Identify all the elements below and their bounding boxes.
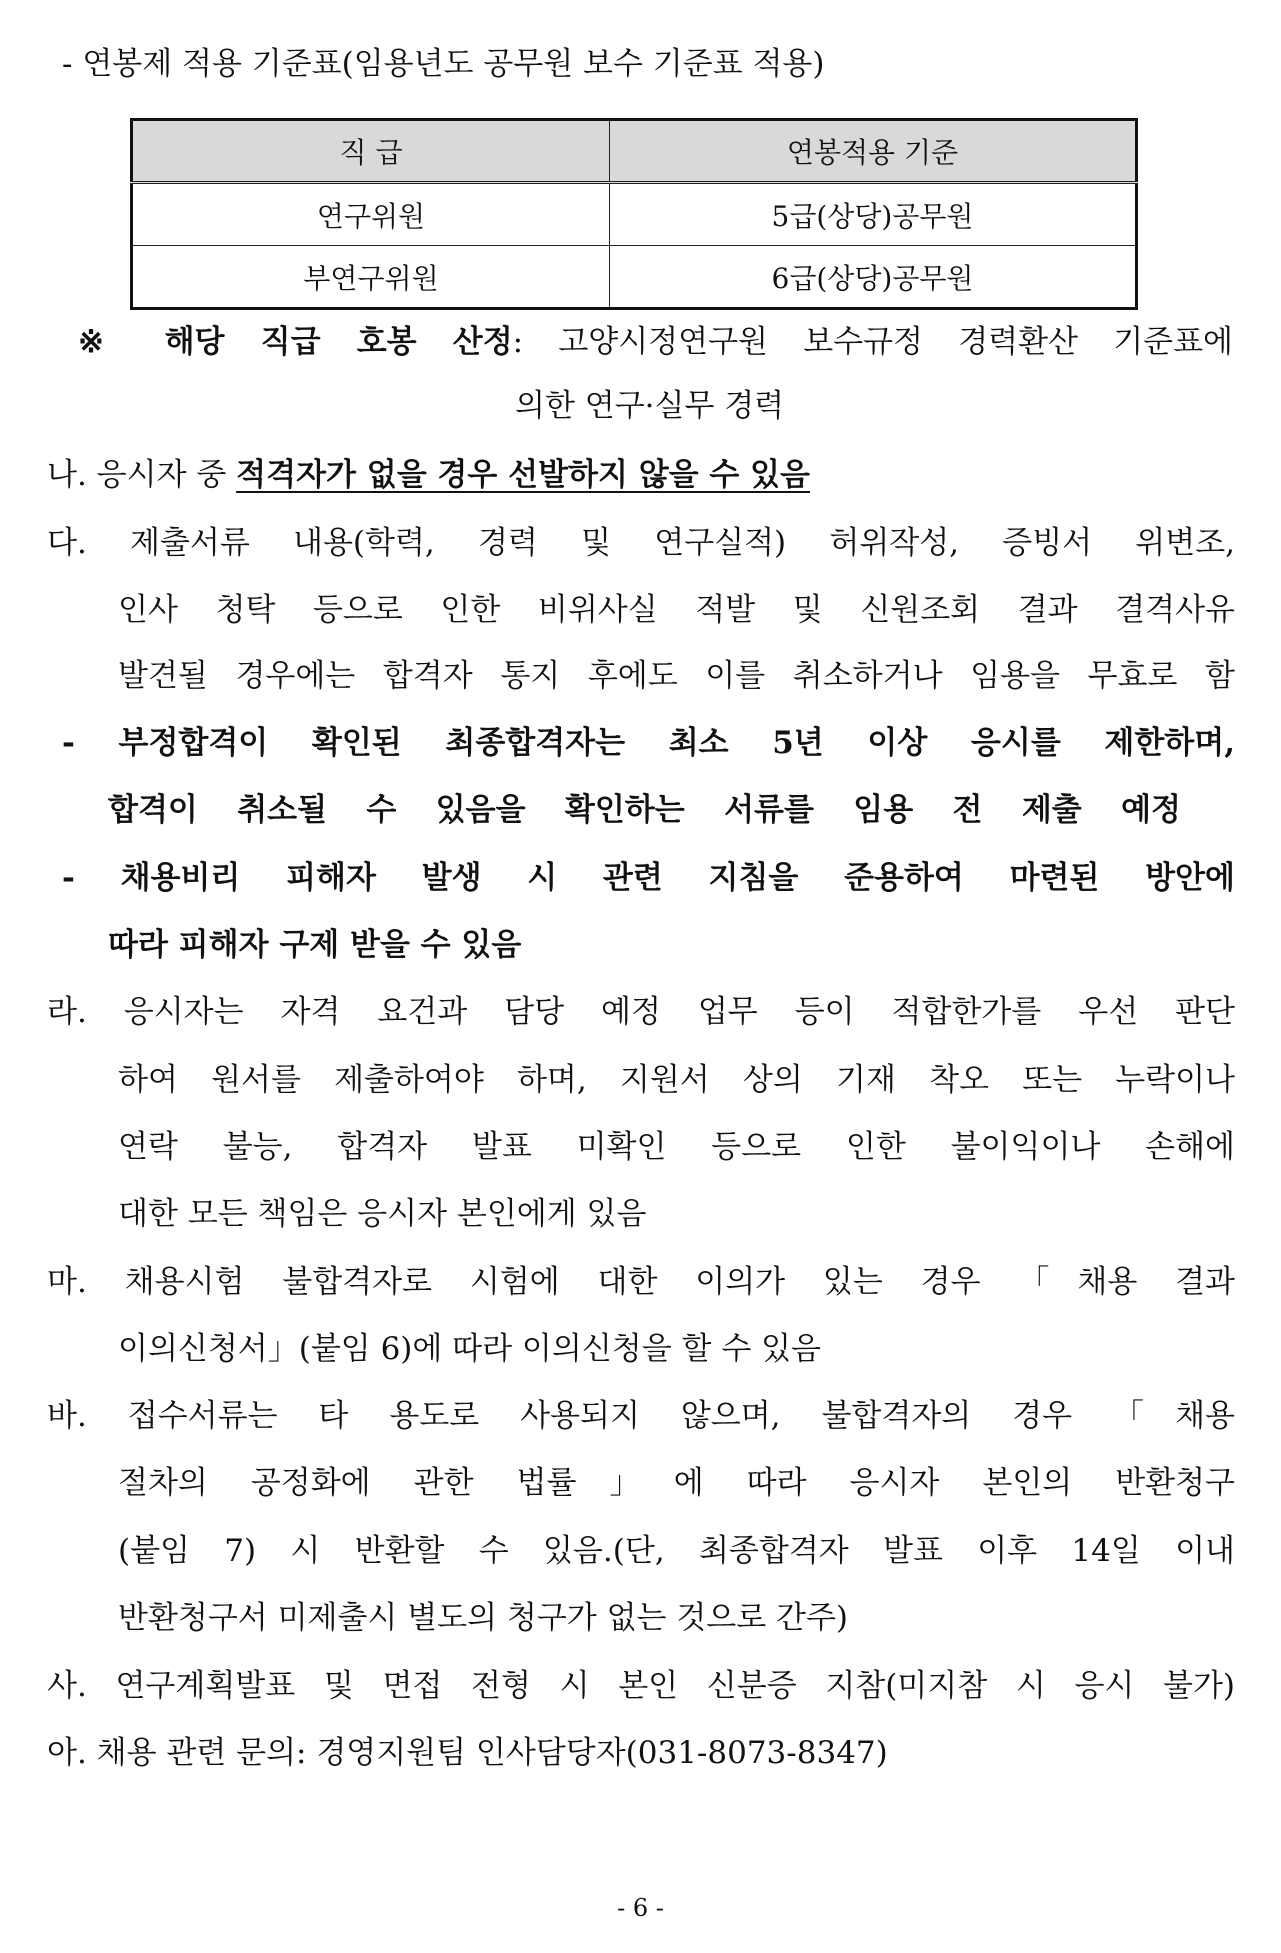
item-sa-line-1: 사. 연구계획발표 및 면접 전형 시 본인 신분증 지참(미지참 시 응시 불가) <box>47 1668 1236 1704</box>
item-da-line-1: 다. 제출서류 내용(학력, 경력 및 연구실적) 허위작성, 증빙서 위변조, <box>47 525 1235 561</box>
item-na-marker: 나. <box>47 457 87 493</box>
table-row <box>132 183 1137 246</box>
page-number: - 6 - <box>617 1894 664 1922</box>
table-cell-grade: 연구위원 <box>132 183 610 246</box>
item-ra-line-2: 하여 원서를 제출하여야 하며, 지원서 상의 기재 착오 또는 누락이나 <box>118 1062 1235 1098</box>
item-na-prefix: 응시자 중 <box>96 457 237 493</box>
note-text-1: : 고양시정연구원 보수규정 경력환산 기준표에 <box>512 324 1233 360</box>
table-header-grade: 직 급 <box>132 120 610 183</box>
note-line-1 <box>78 322 1233 362</box>
item-ba-line-4: 반환청구서 미제출시 별도의 청구가 없는 것으로 간주) <box>118 1600 849 1636</box>
table-row <box>132 246 1137 309</box>
item-ba-line-2: 절차의 공정화에 관한 법률」에 따라 응시자 본인의 반환청구 <box>118 1465 1235 1501</box>
item-ma-line-2: 이의신청서」(붙임 6)에 따라 이의신청을 할 수 있음 <box>118 1331 822 1367</box>
item-da-line-2: 인사 청탁 등으로 인한 비위사실 적발 및 신원조회 결과 결격사유 <box>118 592 1235 628</box>
table-cell-standard: 6급(상당)공무원 <box>610 246 1137 309</box>
item-da-line-3: 발견될 경우에는 합격자 통지 후에도 이를 취소하거나 임용을 무효로 함 <box>118 658 1235 694</box>
table-header-row <box>132 120 1137 183</box>
note-mark: ※ <box>78 324 130 360</box>
item-da-sub1-line-1: - 부정합격이 확인된 최종합격자는 최소 5년 이상 응시를 제한하며, <box>62 725 1235 761</box>
note-line-2: 의한 연구·실무 경력 <box>515 388 785 424</box>
item-ra-line-3: 연락 불능, 합격자 발표 미확인 등으로 인한 불이익이나 손해에 <box>118 1129 1235 1165</box>
table-header-standard: 연봉적용 기준 <box>610 120 1137 183</box>
item-ra-line-1: 라. 응시자는 자격 요건과 담당 예정 업무 등이 적합한가를 우선 판단 <box>47 994 1235 1030</box>
item-ba-line-1: 바. 접수서류는 타 용도로 사용되지 않으며, 불합격자의 경우 「채용 <box>47 1398 1235 1434</box>
item-da-sub1-line-2: 합격이 취소될 수 있음을 확인하는 서류를 임용 전 제출 예정 <box>108 792 1181 828</box>
item-na <box>47 455 810 495</box>
table-cell-standard: 5급(상당)공무원 <box>610 183 1137 246</box>
salary-standard-table <box>130 118 1138 310</box>
item-da-sub2-line-2: 따라 피해자 구제 받을 수 있음 <box>108 927 522 963</box>
item-ma-line-1: 마. 채용시험 불합격자로 시험에 대한 이의가 있는 경우 「채용 결과 <box>47 1264 1235 1300</box>
table-cell-grade: 부연구위원 <box>132 246 610 309</box>
salary-table-heading: - 연봉제 적용 기준표(임용년도 공무원 보수 기준표 적용) <box>62 46 825 82</box>
item-da-sub2-line-1: - 채용비리 피해자 발생 시 관련 지침을 준용하여 마련된 방안에 <box>62 860 1235 896</box>
note-label: 해당 직급 호봉 산정 <box>164 324 513 360</box>
item-ba-line-3: (붙임 7) 시 반환할 수 있음.(단, 최종합격자 발표 이후 14일 이내 <box>118 1533 1235 1569</box>
item-a-line-1: 아. 채용 관련 문의: 경영지원팀 인사담당자(031-8073-8347) <box>47 1735 888 1771</box>
item-na-underlined: 적격자가 없을 경우 선발하지 않을 수 있음 <box>236 457 811 493</box>
item-ra-line-4: 대한 모든 책임은 응시자 본인에게 있음 <box>118 1196 647 1232</box>
